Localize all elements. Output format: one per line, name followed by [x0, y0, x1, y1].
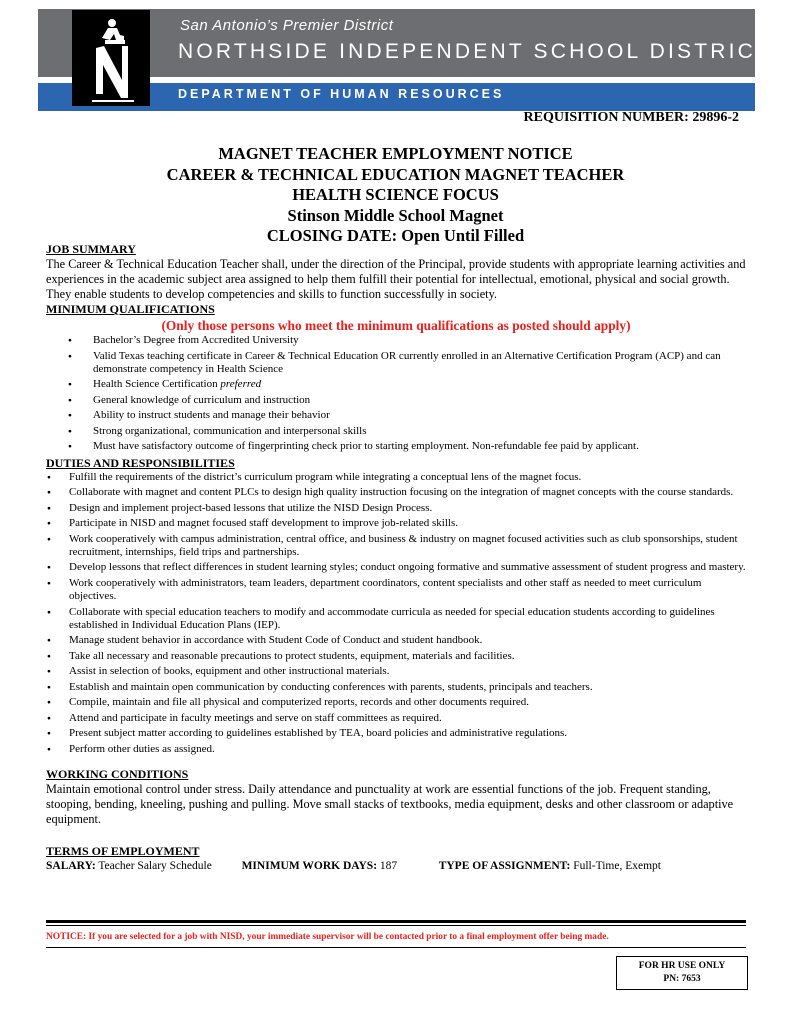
- list-item: ● Strong organizational, communication and interpersonal skills: [68, 425, 746, 438]
- list-item: ● Collaborate with special education teachers to modify and accommodate curricula as needed for special education students according to guidelines established in Individual Education Plans (IEP).: [46, 606, 746, 632]
- posting-body: [46, 242, 746, 874]
- min-quals-warning: (Only those persons who meet the minimum qualifications as posted should apply): [161, 318, 631, 333]
- list-item: ● Assist in selection of books, equipment and other instructional materials.: [46, 665, 746, 678]
- job-summary-text: The Career & Technical Education Teacher shall, under the direction of the Principal, provide students with appropriate learning activities and experiences in the academic subject area assigned to help them fulfill their potential for intellectual, emotional, physical and social growth. They enable students to develop competencies and skills to function successfully in society.: [46, 257, 746, 301]
- divider: [46, 920, 746, 923]
- list-item: ● Present subject matter according to guidelines established by TEA, board policies and administrative regulations.: [46, 727, 746, 740]
- list-item: ● Work cooperatively with campus administration, central office, and business & industry on magnet focused activities such as club sponsorships, student recruitment, internships, field trips and partnerships.: [46, 533, 746, 559]
- min-quals-heading: MINIMUM QUALIFICATIONS: [46, 302, 215, 316]
- terms-row: [46, 859, 746, 874]
- position-number: PN: 7653: [663, 974, 701, 984]
- list-item: ● Valid Texas teaching certificate in Career & Technical Education OR currently enrolled in an Alternative Certification Program (ACP) and can demonstrate competency in Health Science: [68, 350, 746, 376]
- list-item: ● Work cooperatively with administrators, team leaders, department coordinators, content specialists and other staff as needed to meet curriculum objectives.: [46, 577, 746, 603]
- notice-titles: [0, 144, 791, 247]
- list-item: ● Fulfill the requirements of the district’s curriculum program while integrating a conceptual lens of the magnet focus.: [46, 471, 746, 484]
- list-item: ● Manage student behavior in accordance with Student Code of Conduct and student handbook.: [46, 634, 746, 647]
- list-item-text: Health Science Certification: [93, 378, 218, 391]
- school-name: Stinson Middle School Magnet: [287, 205, 504, 225]
- min-quals-list: [46, 334, 746, 453]
- letterhead-banner: [38, 9, 773, 102]
- nisd-logo-icon: [72, 10, 150, 106]
- closing-date: CLOSING DATE: Open Until Filled: [266, 226, 525, 245]
- salary-value: Teacher Salary Schedule: [95, 860, 212, 873]
- list-item: ● Take all necessary and reasonable precautions to protect students, equipment, materials and facilities.: [46, 650, 746, 663]
- list-item: [68, 378, 746, 391]
- department-name: DEPARTMENT OF HUMAN RESOURCES: [178, 87, 505, 101]
- district-tagline: San Antonio’s Premier District: [180, 17, 394, 34]
- list-item: ● Collaborate with magnet and content PLCs to design high quality instruction focusing on the integration of magnet concepts with the course standards.: [46, 486, 746, 499]
- assignment-label: TYPE OF ASSIGNMENT:: [438, 860, 571, 873]
- list-item: ● Establish and maintain open communication by conducting conferences with parents, students, principals and teachers.: [46, 681, 746, 694]
- work-days-value: 187: [377, 860, 398, 873]
- terms-heading: TERMS OF EMPLOYMENT: [46, 844, 200, 859]
- title-line-1: MAGNET TEACHER EMPLOYMENT NOTICE: [218, 144, 573, 163]
- salary-label: SALARY:: [46, 860, 96, 873]
- district-name: NORTHSIDE INDEPENDENT SCHOOL DISTRICT: [178, 40, 773, 63]
- divider: [46, 947, 746, 948]
- preferred-note: preferred: [220, 378, 262, 391]
- hr-use-box: [616, 956, 748, 990]
- nisd-logo: [72, 10, 150, 106]
- assignment-value: Full-Time, Exempt: [570, 860, 661, 873]
- list-item: ● Participate in NISD and magnet focused staff development to improve job-related skills.: [46, 517, 746, 530]
- list-item: ● Must have satisfactory outcome of fingerprinting check prior to starting employment. Non-refundable fee paid by applicant.: [68, 440, 746, 453]
- divider: [46, 925, 746, 926]
- hr-use-label: FOR HR USE ONLY: [638, 961, 726, 971]
- list-item: ● Bachelor’s Degree from Accredited University: [68, 334, 746, 347]
- work-days-label: MINIMUM WORK DAYS:: [241, 860, 378, 873]
- working-conditions-text: Maintain emotional control under stress. Daily attendance and punctuality at work are essential functions of the job. Frequent standing, stooping, bending, kneeling, pushing and pulling. Move small stacks of textbooks, media equipment, desks and other classroom or adaptive equipment.: [46, 782, 734, 827]
- working-conditions-heading: WORKING CONDITIONS: [46, 767, 189, 782]
- duties-list: [46, 471, 746, 756]
- supervisor-notice: NOTICE: If you are selected for a job with NISD, your immediate supervisor will be contacted prior to a final employment offer being made.: [46, 932, 609, 942]
- title-line-2: CAREER & TECHNICAL EDUCATION MAGNET TEACHER: [166, 164, 625, 184]
- list-item: ● General knowledge of curriculum and instruction: [68, 394, 746, 407]
- list-item: ● Compile, maintain and file all physical and computerized reports, records and other documents required.: [46, 696, 746, 709]
- list-item: ● Develop lessons that reflect differences in student learning styles; conduct ongoing formative and summative assessment of student progress and mastery.: [46, 561, 746, 574]
- list-item: ● Ability to instruct students and manage their behavior: [68, 409, 746, 422]
- list-item: ● Attend and participate in faculty meetings and serve on staff committees as required.: [46, 712, 746, 725]
- title-line-3: HEALTH SCIENCE FOCUS: [292, 185, 499, 204]
- duties-heading: DUTIES AND RESPONSIBILITIES: [46, 455, 235, 470]
- requisition-number: REQUISITION NUMBER: 29896-2: [523, 110, 739, 125]
- list-item: ● Design and implement project-based lessons that utilize the NISD Design Process.: [46, 502, 746, 515]
- job-summary-heading: JOB SUMMARY: [46, 242, 136, 256]
- list-item: ● Perform other duties as assigned.: [46, 743, 746, 756]
